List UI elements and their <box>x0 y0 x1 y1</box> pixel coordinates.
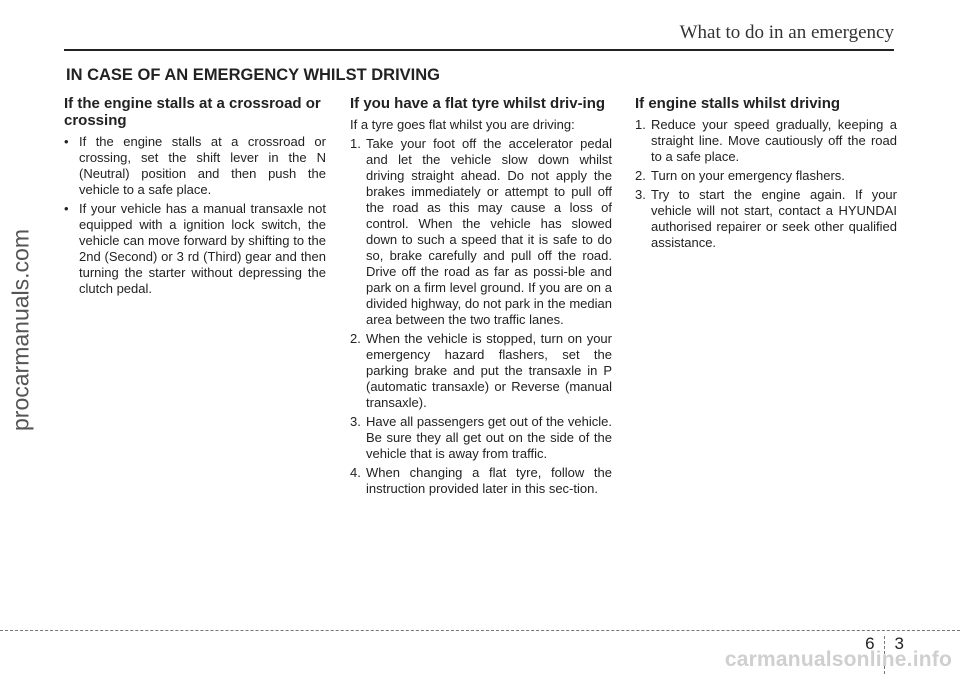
bottom-watermark: carmanualsonline.info <box>724 648 952 671</box>
number-marker: 4. <box>350 465 361 480</box>
list-item-text: Try to start the engine again. If your vehicle will not start, contact a HYUNDAI authorised repairer or seek other qualified assistance. <box>651 187 897 250</box>
number-marker: 2. <box>635 168 646 183</box>
side-watermark-text: procarmanuals.com <box>7 229 34 431</box>
list-item <box>350 331 612 411</box>
list-item <box>64 134 326 198</box>
list-item-text: Take your foot off the accelerator pedal and let the vehicle slow down whilst driving straight ahead. Do not apply the brakes immediately or attempt to pull off the road as this may cause a loss of control. When the vehicle has slowed down to such a speed that it is safe to do so, brake carefully and pull off the road. Drive off the road as far as possi-ble and park on a firm level ground. If you are on a divided highway, do not park in the median area between the two traffic lanes. <box>366 136 612 327</box>
list-item <box>635 117 897 165</box>
number-marker: 1. <box>635 117 646 132</box>
column-engine-stalls-crossroad <box>64 95 326 300</box>
number-marker: 2. <box>350 331 361 346</box>
column-engine-stalls-driving <box>635 95 897 254</box>
heading-flat-tyre: If you have a flat tyre whilst driv-ing <box>350 95 606 112</box>
list-item-text: If your vehicle has a manual transaxle not equipped with a ignition lock switch, the vehicle can move forward by shifting to the 2nd (Second) or 3 rd (Third) gear and then turning the starter without depressing the clutch pedal. <box>79 201 326 296</box>
list-item <box>64 201 326 297</box>
number-marker: 3. <box>635 187 646 202</box>
column-flat-tyre <box>350 95 612 500</box>
heading-engine-stalls-driving: If engine stalls whilst driving <box>635 95 841 112</box>
list-item <box>635 168 897 184</box>
list-item <box>350 414 612 462</box>
numbered-list <box>635 117 897 251</box>
list-item-text: Have all passengers get out of the vehicle. Be sure they all get out on the side of the vehicle that is away from traffic. <box>366 414 612 461</box>
number-marker: 1. <box>350 136 361 151</box>
flat-tyre-intro: If a tyre goes flat whilst you are driving: <box>350 117 575 132</box>
bullet-marker: • <box>64 134 69 149</box>
list-item-text: Reduce your speed gradually, keeping a straight line. Move cautiously off the road to a safe place. <box>651 117 897 164</box>
list-item <box>350 136 612 328</box>
heading-engine-stalls-crossroad: If the engine stalls at a crossroad or crossing <box>64 95 321 129</box>
number-marker: 3. <box>350 414 361 429</box>
list-item <box>350 465 612 497</box>
numbered-list <box>350 136 612 497</box>
list-item-text: When the vehicle is stopped, turn on your emergency hazard flashers, set the parking brake and put the transaxle in P (automatic transaxle) or Reverse (manual transaxle). <box>366 331 612 410</box>
bullet-list <box>64 134 326 297</box>
header-divider <box>64 49 894 51</box>
list-item-text: If the engine stalls at a crossroad or crossing, set the shift lever in the N (Neutral) position and then push the vehicle to a safe place. <box>79 134 326 197</box>
list-item <box>635 187 897 251</box>
chapter-number: 6 <box>865 634 875 653</box>
side-watermark <box>6 180 36 480</box>
bullet-marker: • <box>64 201 69 216</box>
page-number-value: 3 <box>894 634 904 653</box>
list-item-text: When changing a flat tyre, follow the instruction provided later in this sec-tion. <box>366 465 612 496</box>
footer-divider <box>0 630 960 631</box>
page-header-title: What to do in an emergency <box>679 22 894 43</box>
section-title: IN CASE OF AN EMERGENCY WHILST DRIVING <box>66 66 441 84</box>
list-item-text: Turn on your emergency flashers. <box>651 168 845 183</box>
